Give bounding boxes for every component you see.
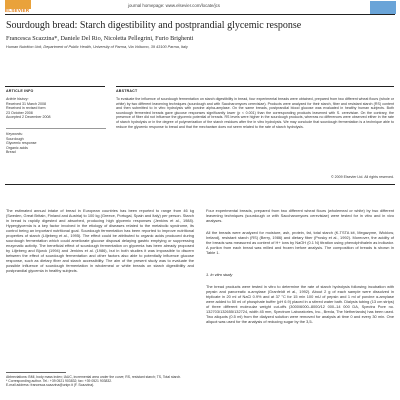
footnote-corresponding: * Corresponding author. Tel.: +39 0521 903832; fax: +39 0521 903832. bbox=[6, 379, 113, 384]
article-history bbox=[6, 97, 106, 120]
intro-paragraph: The estimated annual intake of bread in European countries has been reported to range from 46 kg (Sweden, Great Britain, Finland and Austria) to 100 kg (Greece, Portugal, Spain and Italy) per person. Starch in bread is rapidly digested and absorbed, producing high glycemic responses (Jenkins et al., 1988). Hyperglycemia is a key factor involved in the etiology of diseases related to the metabolic syndrome, its control being an important nutritional goal. Sourdough fermentation has been reported to improve nutritional properties of starch (Liljeberg et al., 1995). The effect could be attributed to organic acids produced during sourdough fermentation which could ameliorate glucose disposal delaying gastric emptying or suppressing enzymatic activity. The beneficial effect of sourdough fermentation on glycemia has been already proposed by Liljeberg and Bjorck (1994) and Jenkins et al. (1986), but in both studies it was impossible to discern between the effect of sourdough fermentation and other factors also able to potentially influence glucose response, such as dietary fiber and starch accessibility. The aim of the present study was to evaluate the possible influence of sourdough fermentation in wholemeal or white breads on starch digestibility and postprandial glycemia in healthy subjects. bbox=[6, 208, 194, 273]
history-line: Accepted 2 December 2008 bbox=[6, 115, 51, 120]
keywords-label: Keywords: bbox=[6, 132, 23, 136]
publisher-name: ELSEVIER bbox=[5, 8, 30, 13]
article-affiliation: Human Nutrition Unit, Department of Public Health, University of Parma, Via Volturno, 39 43100 Parma, Italy bbox=[6, 45, 188, 49]
history-line: Received 31 March 2008 bbox=[6, 101, 46, 106]
info-divider bbox=[6, 128, 106, 129]
abstract-rule bbox=[116, 86, 394, 87]
subsection-title: 1. In vitro study bbox=[206, 272, 233, 277]
abstract-text: To evaluate the influence of sourdough fermentation on starch digestibility in bread, four experimental breads were obtained, prepared from two different wheat flours (whole or white) by two different leavening techniques (sourdough and with Saccharomyces cerevisiae). Products were analyzed for their starch, fiber and resistant starch (RS) content and then submitted to in vitro hydrolysis with porcine alpha-amylase. On the same breads, postprandial blood glucose was evaluated in healthy human subjects. Both sourdough fermented breads gave glucose responses significantly lower (p < 0.001) than the corresponding products leavened with S. cerevisiae. On the contrary, the presence of fiber did not influence the glycemic potential of breads. RS levels were higher in the sourdough products, whereas no differences were observed either in the rate of starch hydrolysis or in the degree of polymerization of the starch residues after the in vitro hydrolysis. We may conclude that sourdough fermentation is a technique able to reduce the glycemic response to bread and that the mechanism does not seem related to the rate of starch hydrolysis. bbox=[116, 97, 394, 129]
footnote-rule bbox=[6, 372, 66, 373]
keyword: Bread bbox=[6, 150, 16, 155]
keyword: Organic acids bbox=[6, 145, 28, 150]
keyword: Glycemic response bbox=[6, 141, 37, 146]
abstract-heading: ABSTRACT bbox=[116, 89, 138, 93]
journal-logo bbox=[370, 1, 396, 14]
body-rule bbox=[5, 184, 395, 185]
footnotes bbox=[6, 375, 194, 388]
copyright: © 2009 Elsevier Ltd. All rights reserved. bbox=[331, 175, 394, 179]
keyword: Sourdough bbox=[6, 136, 24, 141]
keywords-block bbox=[6, 132, 106, 155]
history-label: Article history: bbox=[6, 97, 29, 101]
methods-paragraph-3: The bread products were tested in vitro to determine the rate of starch hydrolysis following incubation with pepsin and pancreatic α-amylase (Granfeldt et al., 1992). About 2 g of each sample were dissolved in triplicate in 20 ml of NaCl 0.9% and at 37 °C for 15 min 100 mU of pepsin and 1 ml of porcine α-amylase were added to 50 ml of phosphate buffer (pH 6.9) placed in a stirred water bath. Dialysis tubing (13 cm strips) of three different molecular weight cut-offs (3000/6000–8000/12 000–14 000 DA, Spectra Pore no. 132703/132655/132724, width 45 mm, Spectrum Laboratories, Inc., Breda, The Netherlands) has been used. Two aliquots (0.5 ml) from the dialyzed solution were removed for analysis at time 0 and every 30 min. One aliquot was used for the analysis of reducing sugar by the 3,5- bbox=[206, 284, 394, 324]
article-title: Sourdough bread: Starch digestibility and postprandial glycemic response bbox=[6, 20, 302, 31]
article-authors: Francesca Scazzina*, Daniele Del Rio, Nicoletta Pellegrini, Furio Brighenti bbox=[6, 35, 194, 42]
info-rule bbox=[5, 86, 105, 87]
methods-paragraph-2: All the breads were analyzed for moisture, ash, protein, fat, total starch (K-TSTA kit, Megazyme, Wicklow, Ireland), resistant starch (RS) (Berry, 1986) and dietary fiber (Prosky et al., 1992). Moreover, the acidity of the breads was measured as content of H+ ions by NaOH (0.1 N) titration using phenolphthalein as indicator. A portion from each bread was milled and frozen before analysis. The composition of breads is shown in Table 1. bbox=[206, 230, 394, 255]
journal-homepage[interactable]: journal homepage: www.elsevier.com/locate/jcs bbox=[128, 3, 221, 8]
header-rule bbox=[5, 14, 395, 15]
methods-paragraph-1: Four experimental breads, prepared from two different wheat flours (wholemeal or white) by two different leavening techniques (sourdough or with Saccharomyces cerevisiae) were tested for in vitro and in vivo analyses. bbox=[206, 208, 394, 223]
footnote-abbreviations: Abbreviations: BMI, body mass index; IAUC, incremental area under the curve; RS, resistant starch; TS, Total starch. bbox=[6, 375, 182, 379]
article-info-heading: ARTICLE INFO bbox=[6, 89, 34, 93]
footnote-email[interactable]: E-mail address: francesca.scazzina@unipr.it (F. Scazzina). bbox=[6, 383, 95, 388]
history-line: Received in revised form bbox=[6, 106, 46, 111]
history-line: 23 October 2008 bbox=[6, 110, 33, 115]
